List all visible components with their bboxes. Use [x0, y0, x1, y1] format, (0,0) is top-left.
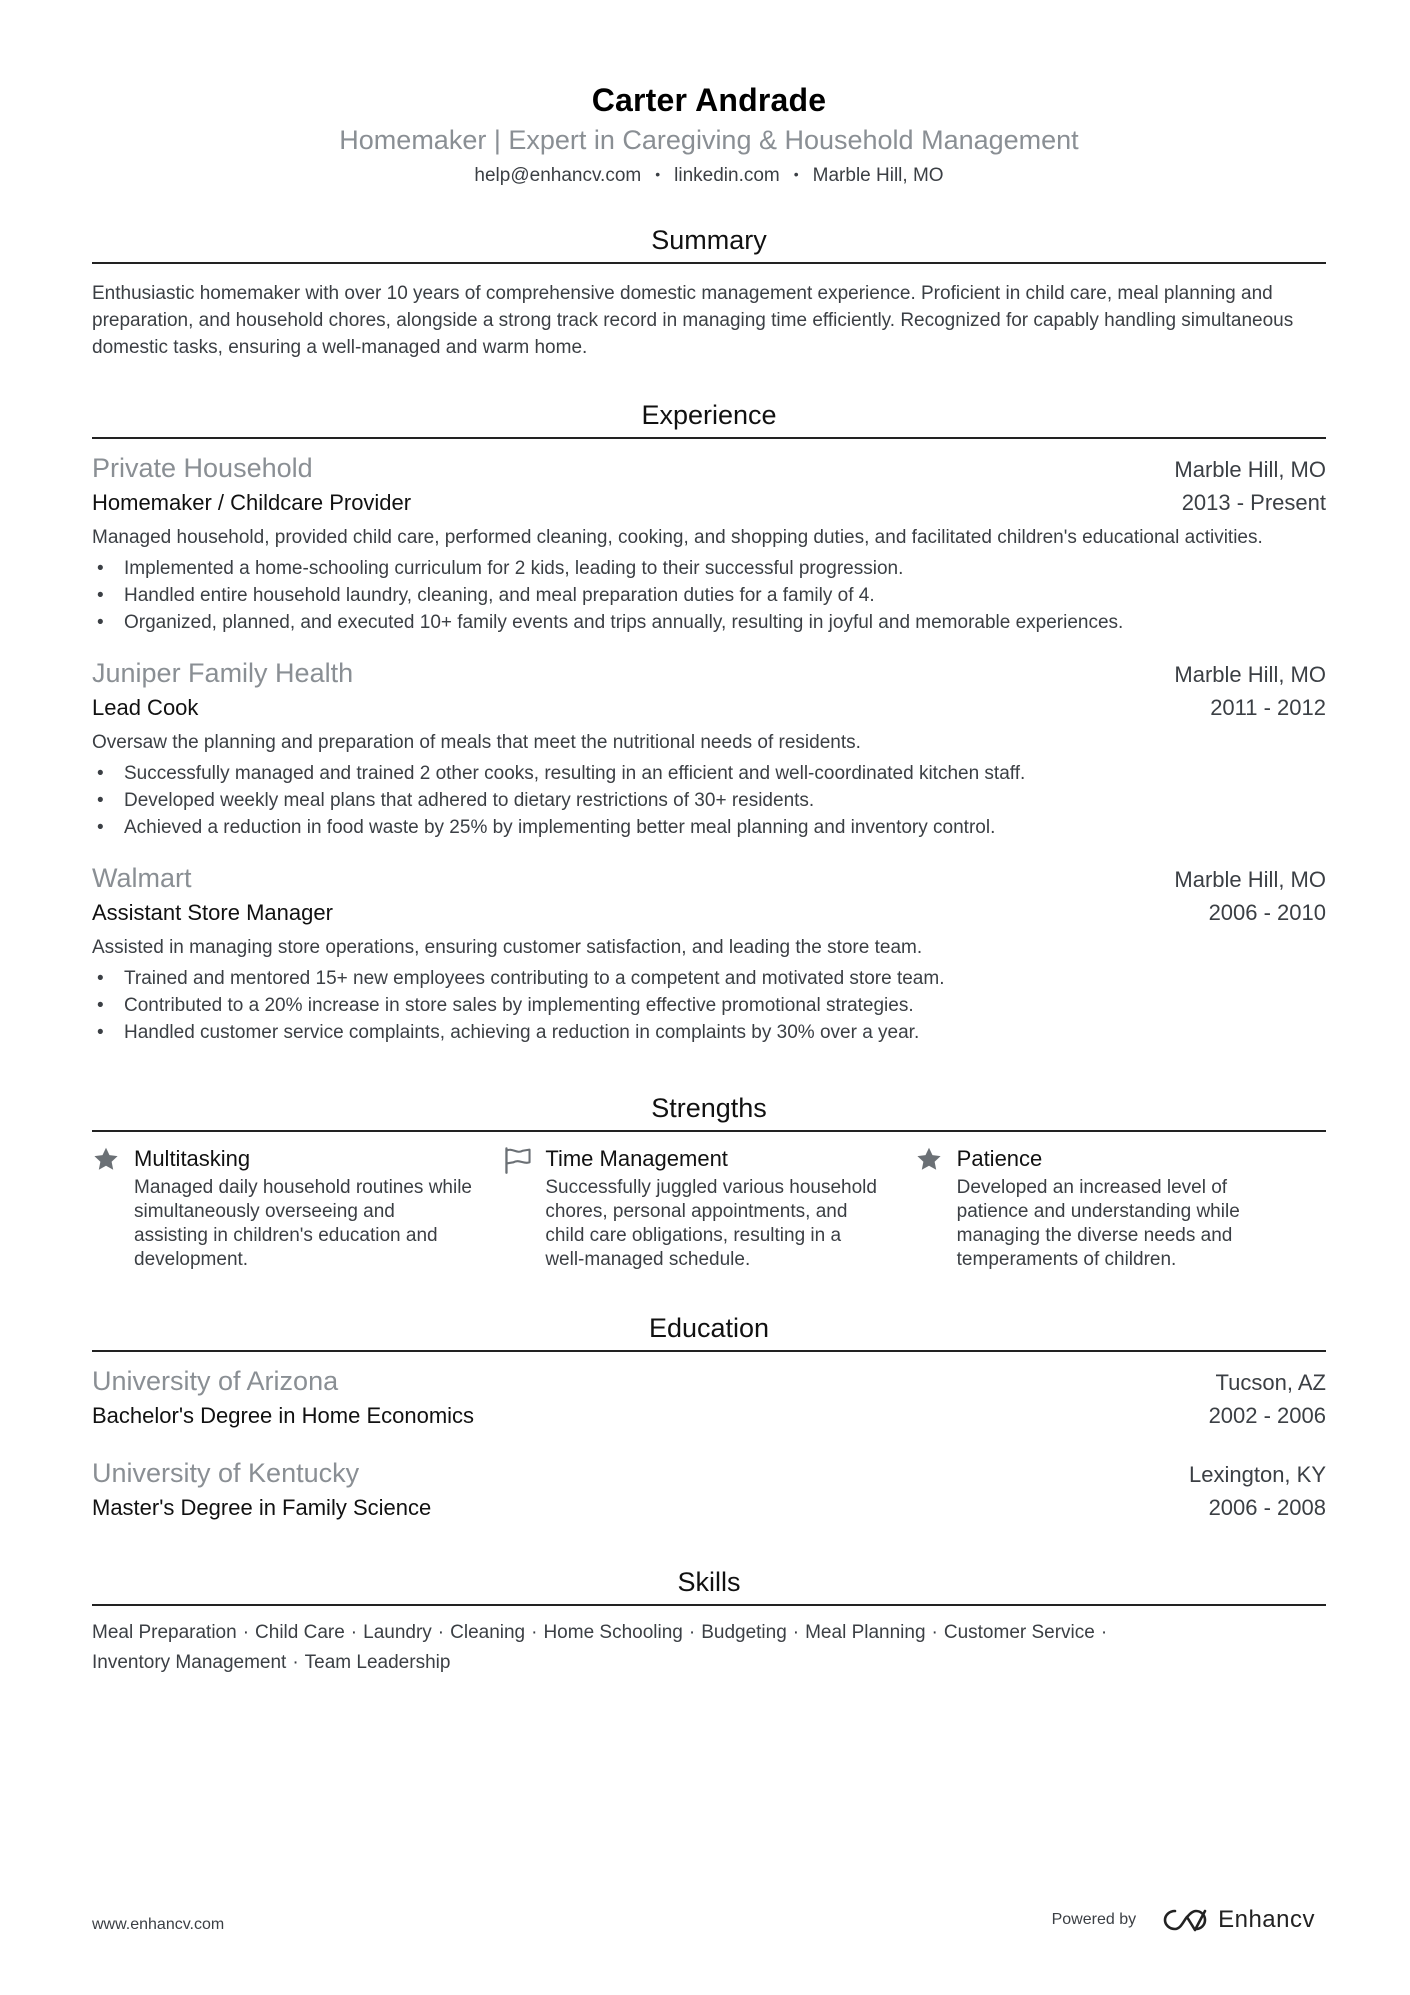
separator-dot: · — [437, 1622, 445, 1643]
experience-location: Marble Hill, MO — [1174, 662, 1326, 687]
summary-section — [92, 220, 1326, 361]
experience-role: Homemaker / Childcare Provider — [92, 490, 412, 515]
contact-location: Marble Hill, MO — [812, 165, 944, 186]
education-school: University of Arizona — [92, 1366, 339, 1396]
enhancv-logo-icon — [1162, 1907, 1210, 1933]
separator-dot: · — [792, 1622, 800, 1643]
strength-description: Managed daily household routines while simultaneously overseeing and assisting in children's education and development. — [134, 1177, 473, 1270]
experience-entry — [92, 451, 1326, 636]
education-school: University of Kentucky — [92, 1458, 360, 1488]
section-title-summary: Summary — [651, 225, 767, 255]
list-item: • Contributed to a 20% increase in store sales by implementing effective promotional strategies. — [92, 992, 1326, 1019]
separator-dot: • — [793, 166, 799, 182]
star-icon — [92, 1144, 134, 1272]
education-dates: 2002 - 2006 — [1208, 1403, 1326, 1428]
strength-description: Developed an increased level of patience and understanding while managing the diverse needs and temperaments of children. — [956, 1177, 1240, 1270]
section-title-education: Education — [648, 1313, 770, 1343]
candidate-name: Carter Andrade — [591, 82, 827, 118]
section-divider — [92, 437, 1326, 439]
strength-item — [503, 1144, 914, 1272]
experience-company: Walmart — [92, 863, 192, 893]
strength-title: Time Management — [545, 1146, 728, 1171]
skill-item: Cleaning — [450, 1622, 526, 1643]
strengths-section — [92, 1088, 1326, 1272]
experience-dates: 2006 - 2010 — [1208, 900, 1326, 925]
separator-dot: · — [242, 1622, 250, 1643]
experience-company: Juniper Family Health — [92, 658, 354, 688]
section-title-experience: Experience — [641, 400, 777, 430]
candidate-headline: Homemaker | Expert in Caregiving & Household Management — [339, 125, 1079, 155]
footer-website[interactable]: www.enhancv.com — [92, 1916, 225, 1933]
flag-icon — [503, 1144, 545, 1272]
experience-entry — [92, 861, 1326, 1046]
list-item: • Successfully managed and trained 2 other cooks, resulting in an efficient and well-coordinated kitchen staff. — [92, 760, 1326, 787]
skill-item: Home Schooling — [543, 1622, 683, 1643]
skill-item: Meal Planning — [805, 1622, 926, 1643]
section-divider — [92, 1350, 1326, 1352]
section-divider — [92, 1604, 1326, 1606]
brand-name: Enhancv — [1218, 1906, 1315, 1933]
strength-title: Patience — [956, 1146, 1043, 1171]
separator-dot: · — [292, 1652, 299, 1673]
education-entry — [92, 1364, 1326, 1432]
strength-title: Multitasking — [134, 1146, 251, 1171]
contact-email[interactable]: help@enhancv.com — [474, 165, 642, 186]
experience-role: Assistant Store Manager — [92, 900, 333, 925]
section-divider — [92, 262, 1326, 264]
separator-dot: · — [688, 1622, 696, 1643]
education-section — [92, 1308, 1326, 1524]
experience-entry — [92, 656, 1326, 841]
experience-description: Oversaw the planning and preparation of meals that meet the nutritional needs of residents. — [92, 732, 861, 753]
separator-dot: · — [1100, 1622, 1108, 1643]
separator-dot: · — [931, 1622, 938, 1643]
skills-section — [92, 1562, 1326, 1678]
powered-by-label: Powered by — [1051, 1911, 1137, 1928]
experience-description: Assisted in managing store operations, ensuring customer satisfaction, and leading the store team. — [92, 937, 923, 958]
education-location: Lexington, KY — [1189, 1462, 1326, 1487]
list-item: • Organized, planned, and executed 10+ family events and trips annually, resulting in joyful and memorable experiences. — [92, 609, 1326, 636]
resume-content — [92, 78, 1326, 1678]
experience-location: Marble Hill, MO — [1174, 457, 1326, 482]
education-location: Tucson, AZ — [1215, 1370, 1326, 1395]
experience-section — [92, 395, 1326, 1046]
experience-dates: 2011 - 2012 — [1210, 695, 1326, 720]
star-icon — [915, 1144, 957, 1272]
strength-item — [915, 1144, 1326, 1272]
section-title-skills: Skills — [677, 1567, 741, 1597]
list-item: • Handled entire household laundry, cleaning, and meal preparation duties for a family of 4. — [92, 582, 1326, 609]
experience-bullets — [92, 555, 1326, 636]
skill-item: Laundry — [363, 1622, 432, 1643]
experience-role: Lead Cook — [92, 695, 199, 720]
contact-linkedin[interactable]: linkedin.com — [674, 165, 780, 186]
enhancv-logo[interactable] — [1162, 1906, 1315, 1934]
education-degree: Master's Degree in Family Science — [92, 1495, 432, 1520]
section-title-strengths: Strengths — [651, 1093, 767, 1123]
footer-branding — [1052, 1906, 1315, 1934]
skill-item: Team Leadership — [304, 1652, 451, 1673]
separator-dot: · — [350, 1622, 358, 1643]
strength-description: Successfully juggled various household chores, personal appointments, and child care obligations, resulting in a well-managed schedule. — [545, 1177, 877, 1270]
list-item: • Trained and mentored 15+ new employees contributing to a competent and motivated store team. — [92, 965, 1326, 992]
summary-text: Enthusiastic homemaker with over 10 years of comprehensive domestic management experience. Proficient in child care, meal planning and preparation, and household chores, alongside a strong track record in managing time efficiently. Recognized for capably handling simultaneous domestic tasks, ensuring a well-managed and warm home. — [92, 283, 1294, 358]
experience-bullets — [92, 965, 1326, 1046]
experience-bullets — [92, 760, 1326, 841]
list-item: • Developed weekly meal plans that adhered to dietary restrictions of 30+ residents. — [92, 787, 1326, 814]
skill-item: Meal Preparation — [92, 1622, 237, 1643]
skill-item: Inventory Management — [92, 1652, 287, 1673]
skills-list — [92, 1618, 1326, 1678]
experience-description: Managed household, provided child care, performed cleaning, cooking, and shopping duties, and facilitated children's educational activities. — [92, 527, 1263, 548]
skill-item: Child Care — [255, 1622, 345, 1643]
section-divider — [92, 1130, 1326, 1132]
list-item: • Achieved a reduction in food waste by 25% by implementing better meal planning and inventory control. — [92, 814, 1326, 841]
education-dates: 2006 - 2008 — [1208, 1495, 1326, 1520]
experience-dates: 2013 - Present — [1181, 490, 1326, 515]
experience-location: Marble Hill, MO — [1174, 867, 1326, 892]
strengths-grid — [92, 1144, 1326, 1272]
list-item: • Handled customer service complaints, achieving a reduction in complaints by 30% over a year. — [92, 1019, 1326, 1046]
skill-item: Customer Service — [943, 1622, 1095, 1643]
skill-item: Budgeting — [701, 1622, 787, 1643]
strength-item — [92, 1144, 503, 1272]
education-entry — [92, 1456, 1326, 1524]
education-degree: Bachelor's Degree in Home Economics — [92, 1403, 475, 1428]
separator-dot: · — [531, 1622, 538, 1643]
list-item: • Implemented a home-schooling curriculum for 2 kids, leading to their successful progression. — [92, 555, 1326, 582]
resume-header — [92, 78, 1326, 190]
separator-dot: • — [655, 166, 661, 182]
contact-line — [92, 160, 1326, 190]
experience-company: Private Household — [92, 453, 313, 483]
